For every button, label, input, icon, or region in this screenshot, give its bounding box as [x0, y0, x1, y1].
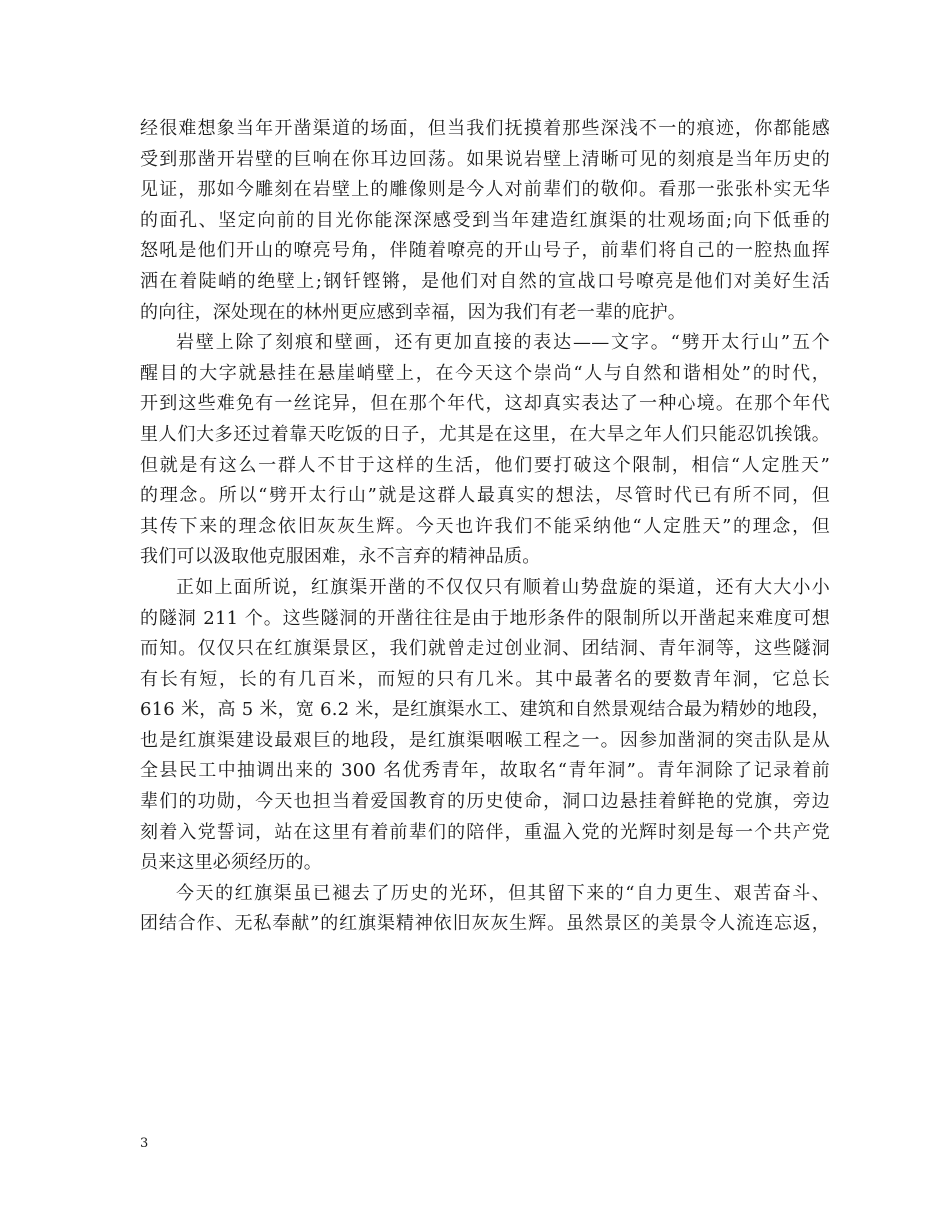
text-line: 但就是有这么一群人不甘于这样的生活，他们要打破这个限制，相信“人定胜天” [140, 454, 830, 476]
text-line: 的面孔、坚定向前的目光你能深深感受到当年建造红旗渠的壮观场面;向下低垂的 [140, 209, 830, 231]
text-line: 的向往，深处现在的林州更应感到幸福，因为我们有老一辈的庇护。 [140, 301, 686, 323]
text-line: 今天的红旗渠虽已褪去了历史的光环，但其留下来的“自力更生、艰苦奋斗、 [176, 882, 830, 904]
text-line: 开到这些难免有一丝诧异，但在那个年代，这却真实表达了一种心境。在那个年代 [140, 393, 830, 415]
text-line: 616 米，高 5 米，宽 6.2 米，是红旗渠水工、建筑和自然景观结合最为精妙的地段， [140, 699, 830, 721]
text-line: 刻着入党誓词，站在这里有着前辈们的陪伴，重温入党的光辉时刻是每一个共产党 [140, 821, 830, 843]
text-line: 经很难想象当年开凿渠道的场面，但当我们抚摸着那些深浅不一的痕迹，你都能感 [140, 118, 830, 139]
text-line: 的隧洞 211 个。这些隧洞的开凿往往是由于地形条件的限制所以开凿起来难度可想 [140, 607, 830, 629]
text-line: 其传下来的理念依旧灰灰生辉。今天也许我们不能采纳他“人定胜天”的理念，但 [140, 515, 830, 537]
text-line: 全县民工中抽调出来的 300 名优秀青年，故取名“青年洞”。青年洞除了记录着前 [140, 760, 830, 782]
text-line: 受到那凿开岩壁的巨响在你耳边回荡。如果说岩壁上清晰可见的刻痕是当年历史的 [140, 148, 830, 170]
text-line: 岩壁上除了刻痕和壁画，还有更加直接的表达——文字。“劈开太行山”五个 [176, 332, 830, 354]
text-line: 我们可以汲取他克服困难，永不言弃的精神品质。 [140, 546, 541, 568]
text-line: 的理念。所以“劈开太行山”就是这群人最真实的想法，尽管时代已有所不同，但 [140, 485, 830, 507]
body-text [140, 114, 830, 940]
page-number: 3 [140, 1136, 149, 1151]
text-line: 正如上面所说，红旗渠开凿的不仅仅只有顺着山势盘旋的渠道，还有大大小小 [176, 576, 830, 598]
text-line: 怒吼是他们开山的嘹亮号角，伴随着嘹亮的开山号子，前辈们将自己的一腔热血挥 [140, 240, 830, 262]
text-line: 员来这里必须经历的。 [140, 852, 322, 874]
text-line: 也是红旗渠建设最艰巨的地段，是红旗渠咽喉工程之一。因参加凿洞的突击队是从 [140, 729, 830, 751]
text-line: 团结合作、无私奉献”的红旗渠精神依旧灰灰生辉。虽然景区的美景令人流连忘返， [140, 913, 830, 935]
text-line: 洒在着陡峭的绝壁上;钢钎铿锵，是他们对自然的宣战口号嘹亮是他们对美好生活 [140, 270, 830, 292]
text-line: 里人们大多还过着靠天吃饭的日子，尤其是在这里，在大旱之年人们只能忍饥挨饿。 [140, 423, 830, 445]
text-line: 而知。仅仅只在红旗渠景区，我们就曾走过创业洞、团结洞、青年洞等，这些隧洞 [140, 638, 830, 660]
text-line: 见证，那如今雕刻在岩壁上的雕像则是今人对前辈们的敬仰。看那一张张朴实无华 [140, 179, 830, 201]
text-line: 醒目的大字就悬挂在悬崖峭壁上，在今天这个崇尚“人与自然和谐相处”的时代， [140, 362, 830, 384]
text-line: 辈们的功勋，今天也担当着爱国教育的历史使命，洞口边悬挂着鲜艳的党旗，旁边 [140, 791, 830, 813]
text-line: 有长有短，长的有几百米，而短的只有几米。其中最著名的要数青年洞，它总长 [140, 668, 830, 690]
